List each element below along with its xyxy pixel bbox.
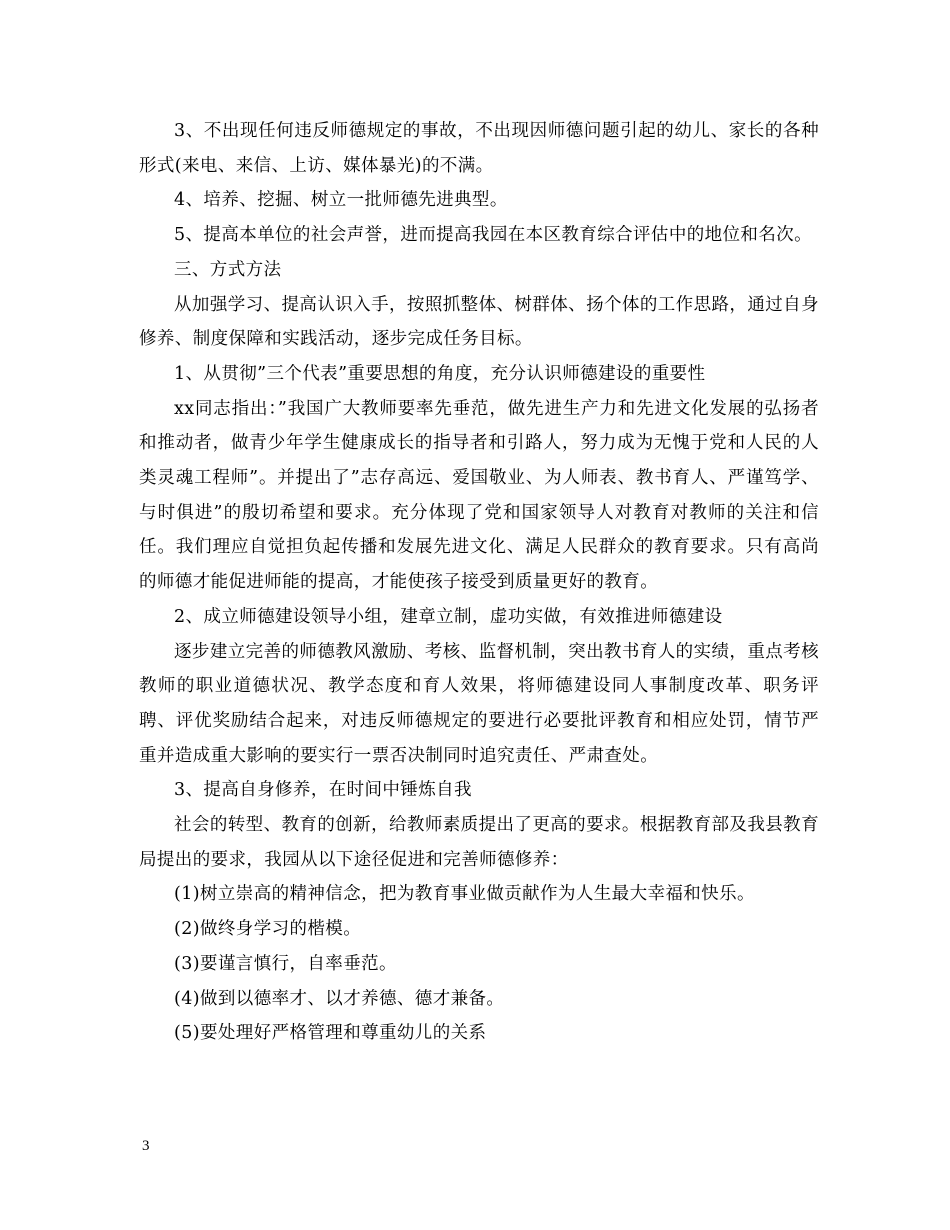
subheading-2: 2、成立师德建设领导小组，建章立制，虚功实做，有效推进师德建设 — [174, 606, 723, 627]
list-item-1: (1)树立崇高的精神信念，把为教育事业做贡献作为人生最大幸福和快乐。 — [174, 884, 755, 905]
paragraph-mechanism: 逐步建立完善的师德教风激励、考核、监督机制，突出教书育人的实绩，重点考核教师的职业道德状况、教学态度和育人效果，将师德建设同人事制度改革、职务评聘、评优奖励结合起来，对违反师德规定的要进行必要批评教育和相应处罚，情节严重并造成重大影响的要实行一票否决制同时追究责任、严肃查处。 — [139, 641, 819, 766]
subheading-1: 1、从贯彻”三个代表”重要思想的角度，充分认识师德建设的重要性 — [174, 363, 706, 384]
paragraph-methods-intro: 从加强学习、提高认识入手，按照抓整体、树群体、扬个体的工作思路，通过自身修养、制度保障和实践活动，逐步完成任务目标。 — [139, 294, 819, 350]
list-item-2: (2)做终身学习的楷模。 — [174, 919, 362, 940]
paragraph-quote: xx同志指出：”我国广大教师要率先垂范，做先进生产力和先进文化发展的弘扬者和推动者，做青少年学生健康成长的指导者和引路人，努力成为无愧于党和人民的人类灵魂工程师”。并提出了”志存高远、爱国敬业、为人师表、教书育人、严谨笃学、与时俱进”的殷切希望和要求。充分体现了党和国家领导人对教育对教师的关注和信任。我们理应自觉担负起传播和发展先进文化、满足人民群众的教育要求。只有高尚的师德才能促进师能的提高，才能使孩子接受到质量更好的教育。 — [139, 398, 819, 593]
paragraph-goal-5: 5、提高本单位的社会声誉，进而提高我园在本区教育综合评估中的地位和名次。 — [174, 225, 813, 246]
subheading-3: 3、提高自身修养，在时间中锤炼自我 — [174, 780, 472, 801]
paragraph-self-cultivation: 社会的转型、教育的创新，给教师素质提出了更高的要求。根据教育部及我县教育局提出的要求，我园从以下途径促进和完善师德修养： — [139, 815, 819, 870]
list-item-5: (5)要处理好严格管理和尊重幼儿的关系 — [174, 1023, 487, 1044]
section-heading-methods: 三、方式方法 — [174, 259, 282, 280]
paragraph-goal-3: 3、不出现任何违反师德规定的事故，不出现因师德问题引起的幼儿、家长的各种形式(来电、来信、上访、媒体暴光)的不满。 — [139, 121, 819, 176]
document-body — [139, 114, 819, 1051]
list-item-3: (3)要谨言慎行，自率垂范。 — [174, 953, 397, 974]
list-item-4: (4)做到以德率才、以才养德、德才兼备。 — [174, 988, 505, 1009]
page-number: 3 — [142, 1138, 150, 1154]
paragraph-goal-4: 4、培养、挖掘、树立一批师德先进典型。 — [174, 190, 508, 211]
